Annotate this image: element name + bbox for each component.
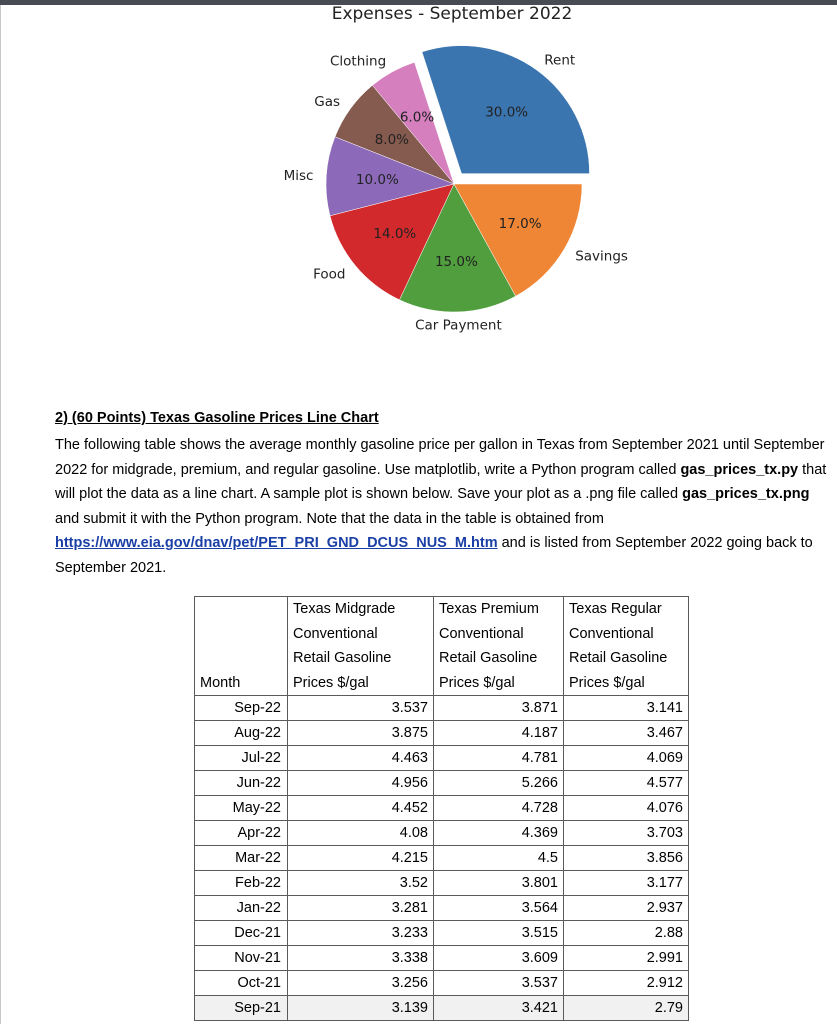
month-cell: Jan-22: [195, 896, 288, 921]
slice-label-gas: Gas: [314, 94, 341, 111]
premium-price-cell: 5.266: [434, 771, 564, 796]
month-cell: Jun-22: [195, 771, 288, 796]
table-row: [195, 896, 689, 921]
table-row: [195, 771, 689, 796]
chart-title: Expenses - September 2022: [331, 4, 573, 24]
regular-price-cell: 3.141: [564, 696, 689, 721]
midgrade-price-cell: 3.338: [288, 946, 434, 971]
table-row: [195, 971, 689, 996]
slice-label-rent: Rent: [544, 52, 576, 69]
table-header-row: [195, 597, 689, 696]
slice-label-food: Food: [313, 266, 346, 283]
table-row: [195, 746, 689, 771]
question-text-2: that will plot the data as a line chart. A sample plot is shown below. Save your plot as a .png file called: [55, 461, 827, 502]
midgrade-price-cell: 3.875: [288, 721, 434, 746]
premium-price-cell: 3.421: [434, 996, 564, 1021]
pct-label-misc: 10.0%: [355, 172, 399, 189]
midgrade-price-cell: 3.256: [288, 971, 434, 996]
regular-price-cell: 3.703: [564, 821, 689, 846]
midgrade-price-cell: 3.139: [288, 996, 434, 1021]
midgrade-price-cell: 3.233: [288, 921, 434, 946]
regular-price-cell: 4.069: [564, 746, 689, 771]
regular-price-cell: 3.177: [564, 871, 689, 896]
month-cell: Jul-22: [195, 746, 288, 771]
table-row: [195, 696, 689, 721]
table-row: [195, 796, 689, 821]
pct-label-rent: 30.0%: [485, 104, 529, 121]
png-filename: gas_prices_tx.png: [682, 486, 810, 502]
pct-label-clothing: 6.0%: [399, 109, 435, 126]
eia-source-link[interactable]: https://www.eia.gov/dnav/pet/PET_PRI_GND_DCUS_NUS_M.htm: [55, 535, 498, 551]
midgrade-price-cell: 3.537: [288, 696, 434, 721]
question-heading: 2) (60 Points) Texas Gasoline Prices Line Chart: [55, 410, 379, 426]
regular-price-cell: 2.991: [564, 946, 689, 971]
pct-label-car-payment: 15.0%: [434, 253, 478, 270]
table-body: [195, 696, 689, 1021]
table-row: [195, 946, 689, 971]
midgrade-price-cell: 4.956: [288, 771, 434, 796]
regular-price-cell: 4.577: [564, 771, 689, 796]
month-cell: Oct-21: [195, 971, 288, 996]
gas-prices-table: [194, 596, 689, 1021]
table-row: [195, 721, 689, 746]
pct-label-food: 14.0%: [373, 225, 417, 242]
month-cell: Dec-21: [195, 921, 288, 946]
premium-price-cell: 3.801: [434, 871, 564, 896]
month-cell: Aug-22: [195, 721, 288, 746]
midgrade-price-cell: 3.52: [288, 871, 434, 896]
premium-price-cell: 4.781: [434, 746, 564, 771]
regular-price-cell: 2.937: [564, 896, 689, 921]
midgrade-price-cell: 4.452: [288, 796, 434, 821]
month-cell: Sep-21: [195, 996, 288, 1021]
premium-price-cell: 3.564: [434, 896, 564, 921]
regular-price-cell: 2.912: [564, 971, 689, 996]
month-cell: Sep-22: [195, 696, 288, 721]
month-cell: Mar-22: [195, 846, 288, 871]
month-cell: May-22: [195, 796, 288, 821]
month-cell: Nov-21: [195, 946, 288, 971]
premium-price-cell: 3.515: [434, 921, 564, 946]
regular-price-cell: 3.856: [564, 846, 689, 871]
table-row: [195, 996, 689, 1021]
premium-price-cell: 4.369: [434, 821, 564, 846]
python-filename: gas_prices_tx.py: [680, 461, 799, 478]
header-premium: Texas Premium Conventional Retail Gasoline Prices $/gal: [434, 597, 564, 696]
header-month: Month: [195, 597, 288, 696]
premium-price-cell: 3.609: [434, 946, 564, 971]
pct-label-gas: 8.0%: [374, 131, 410, 148]
regular-price-cell: 4.076: [564, 796, 689, 821]
slice-label-savings: Savings: [575, 248, 628, 265]
slice-label-car-payment: Car Payment: [415, 317, 502, 334]
slice-label-clothing: Clothing: [329, 53, 387, 70]
midgrade-price-cell: 4.215: [288, 846, 434, 871]
midgrade-price-cell: 3.281: [288, 896, 434, 921]
regular-price-cell: 2.79: [564, 996, 689, 1021]
premium-price-cell: 3.537: [434, 971, 564, 996]
pct-label-savings: 17.0%: [498, 216, 542, 233]
midgrade-price-cell: 4.08: [288, 821, 434, 846]
premium-price-cell: 3.871: [434, 696, 564, 721]
regular-price-cell: 3.467: [564, 721, 689, 746]
expenses-pie-chart: [0, 0, 837, 400]
table-row: [195, 921, 689, 946]
regular-price-cell: 2.88: [564, 921, 689, 946]
midgrade-price-cell: 4.463: [288, 746, 434, 771]
premium-price-cell: 4.187: [434, 721, 564, 746]
month-cell: Apr-22: [195, 821, 288, 846]
header-regular: Texas Regular Conventional Retail Gasoline Prices $/gal: [564, 597, 689, 696]
table-row: [195, 846, 689, 871]
table-row: [195, 871, 689, 896]
table-row: [195, 821, 689, 846]
question-text-3: and submit it with the Python program. Note that the data in the table is obtained from: [55, 510, 604, 527]
question-body: [55, 433, 830, 580]
premium-price-cell: 4.5: [434, 846, 564, 871]
question-text-4: and is listed from September 2022 going back to September 2021.: [55, 535, 813, 576]
question-text-1: The following table shows the average monthly gasoline price per gallon in Texas from September 2021 until September 2022 for midgrade, premium, and regular gasoline. Use matplotlib, write a Python program called: [55, 437, 825, 478]
header-midgrade: Texas Midgrade Conventional Retail Gasoline Prices $/gal: [288, 597, 434, 696]
month-cell: Feb-22: [195, 871, 288, 896]
premium-price-cell: 4.728: [434, 796, 564, 821]
slice-label-misc: Misc: [283, 168, 314, 185]
